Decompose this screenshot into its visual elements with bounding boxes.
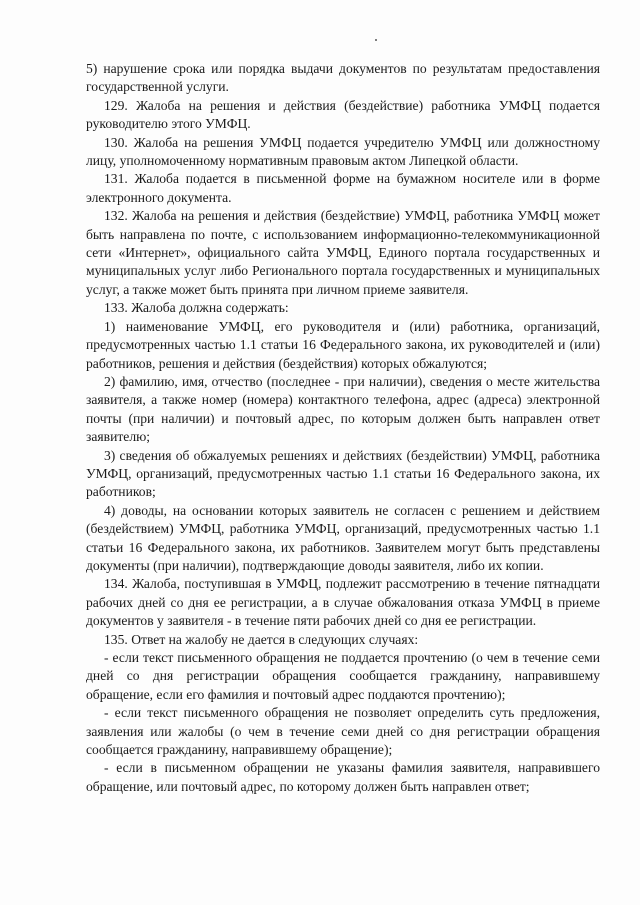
paragraph-135-case-2: - если текст письменного обращения не позволяет определить суть предложения, заявления или жалобы (о чем в течение семи дней со дня регистрации обращения сообщается гражданину, направившему обращение);: [86, 705, 600, 758]
paragraph-135-case-3: - если в письменном обращении не указаны фамилия заявителя, направившего обращение, или почтовый адрес, по которому должен быть направлен ответ;: [86, 760, 600, 794]
paragraph-130: 130. Жалоба на решения УМФЦ подается учредителю УМФЦ или должностному лицу, уполномоченному нормативным правовым актом Липецкой области.: [86, 134, 600, 169]
paragraph-133: 133. Жалоба должна содержать:: [104, 300, 289, 316]
paragraph-133-item-1: 1) наименование УМФЦ, его руководителя и (или) работника, организаций, предусмотренных частью 1.1 статьи 16 Федерального закона, их руководителей и (или) работников, решения и действия (бездействия) которых обжалуются;: [86, 318, 600, 371]
paragraph-131: 131. Жалоба подается в письменной форме на бумажном носителе или в форме электронного документа.: [86, 171, 600, 205]
paragraph-135: 135. Ответ на жалобу не дается в следующих случаях:: [104, 631, 419, 647]
paragraph-135-case-1: - если текст письменного обращения не поддается прочтению (о чем в течение семи дней со дня регистрации обращения сообщается гражданину, направившему обращение, если его фамилия и почтовый адрес поддаются прочтению);: [86, 650, 600, 702]
paragraph-132: 132. Жалоба на решения и действия (бездействие) УМФЦ, работника УМФЦ может быть направлена по почте, с использованием информационно-телекоммуникационной сети «Интернет», официального сайта УМФЦ, Единого портала государственных и муниципальных услуг либо Регионального портала государственных и муниципальных услуг, а также может быть принята при личном приеме заявителя.: [86, 208, 600, 297]
paragraph-129: 129. Жалоба на решения и действия (бездействие) работника УМФЦ подается руководителю этого УМФЦ.: [86, 97, 600, 132]
paragraph-133-item-4: 4) доводы, на основании которых заявитель не согласен с решением и действием (бездействием) УМФЦ, работника УМФЦ, организаций, предусмотренных частью 1.1 статьи 16 Федерального закона, их работников. Заявителем могут быть представлены документы (при наличии), подтверждающие доводы заявителя, либо их копии.: [86, 502, 600, 573]
scan-speck: [375, 39, 377, 41]
paragraph-item-5: 5) нарушение срока или порядка выдачи документов по результатам предоставления государственной услуги.: [86, 61, 600, 95]
paragraph-134: 134. Жалоба, поступившая в УМФЦ, подлежит рассмотрению в течение пятнадцати рабочих дней со дня ее регистрации, а в случае обжалования отказа УМФЦ в приеме документов у заявителя - в течение пяти рабочих дней со дня ее регистрации.: [86, 576, 600, 629]
paragraph-133-item-3: 3) сведения об обжалуемых решениях и действиях (бездействии) УМФЦ, работника УМФЦ, организаций, предусмотренных частью 1.1 статьи 16 Федерального закона, их работников;: [86, 447, 600, 500]
paragraph-133-item-2: 2) фамилию, имя, отчество (последнее - при наличии), сведения о месте жительства заявителя, а также номер (номера) контактного телефона, адрес (адреса) электронной почты (при наличии) и почтовый адрес, по которым должен быть направлен ответ заявителю;: [86, 373, 600, 445]
